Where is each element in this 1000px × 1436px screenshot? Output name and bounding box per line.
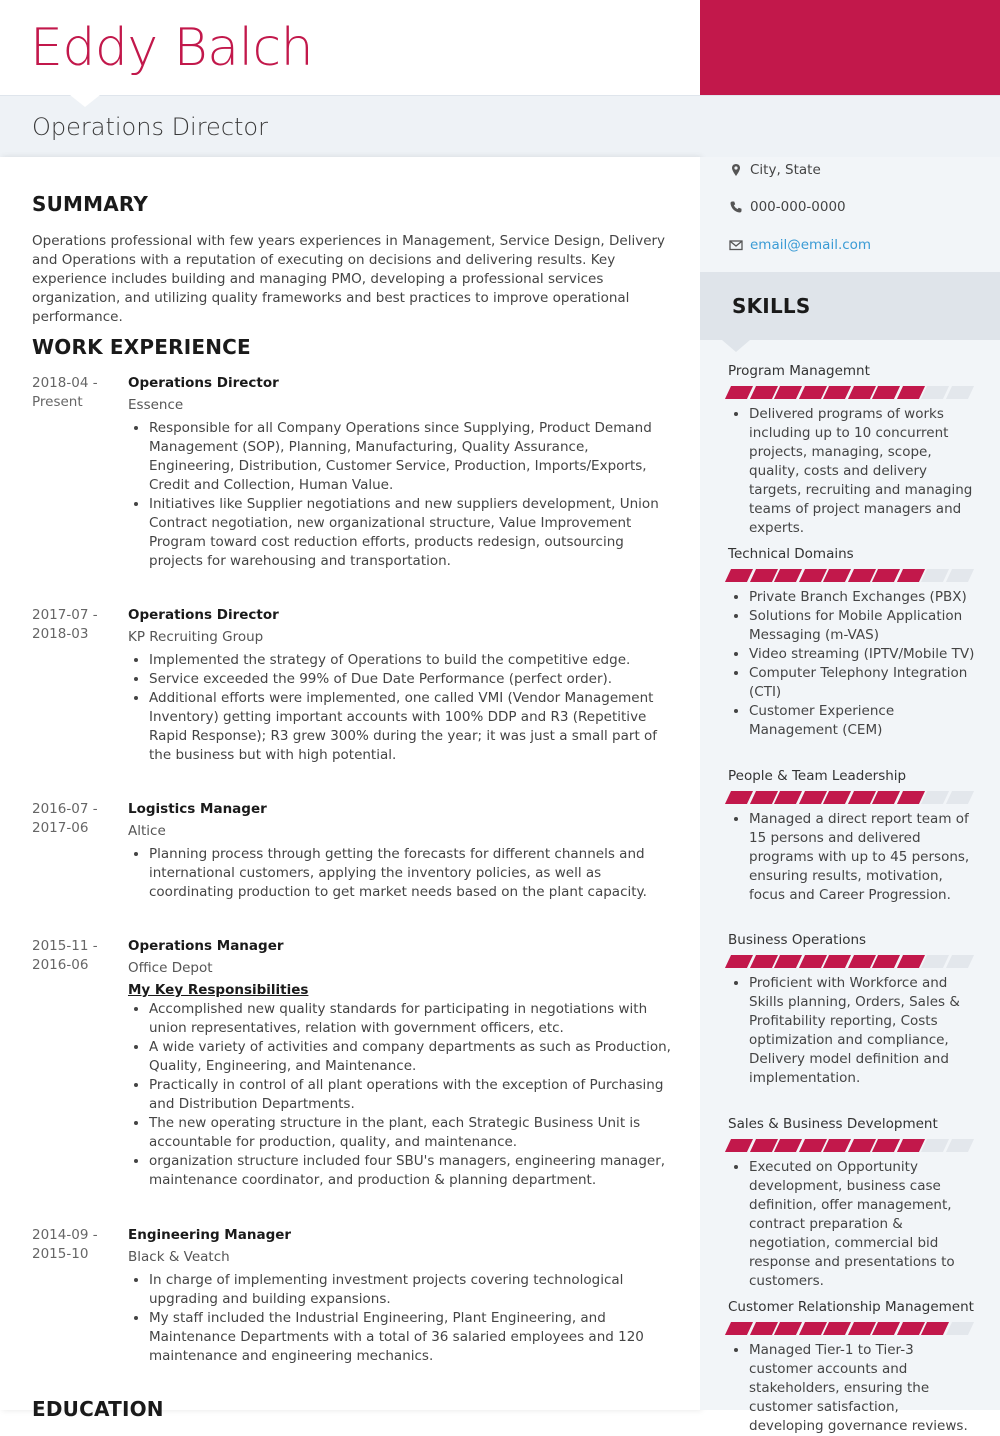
skill-segment-filled [774, 569, 802, 582]
skill-level-bar [728, 1139, 976, 1152]
skill-segment-filled [823, 955, 851, 968]
skill-bullet: • Managed a direct report team of 15 persons and delivered programs with up to 45 persons, ensuring results, motivation, focus and Career Progression. [749, 810, 976, 905]
job-body [128, 937, 673, 1190]
job-body [128, 606, 673, 765]
skill-item [728, 545, 976, 740]
skill-segment-filled [725, 1322, 753, 1335]
skill-name: People & Team Leadership [728, 768, 907, 784]
skill-level-bar [728, 955, 976, 968]
skill-segment-filled [774, 1322, 802, 1335]
skill-segment-filled [872, 791, 900, 804]
skill-segment-filled [896, 386, 924, 399]
skill-level-bar [728, 791, 976, 804]
skill-segment-filled [847, 1322, 875, 1335]
skill-bullet: • Video streaming (IPTV/Mobile TV) [749, 645, 976, 664]
job-bullets [128, 419, 673, 571]
skill-segment-filled [872, 1322, 900, 1335]
summary-text: Operations professional with few years experiences in Management, Service Design, Delivery and Operations with a reputation of executing on decisions and delivering results. Key experience includes building and managing PMO, developing a professional services organization, and utilizing quality frameworks and best practices to improve operational performance. [32, 233, 666, 325]
skill-item [728, 931, 976, 1088]
skill-segment-empty [921, 386, 949, 399]
skill-level-bar [728, 1322, 976, 1335]
accent-block [700, 0, 1000, 95]
skill-item [728, 1115, 976, 1291]
education-heading: EDUCATION [32, 1397, 164, 1421]
skill-bullet: • Delivered programs of works including up to 10 concurrent projects, managing, scope, quality, costs and delivery targets, recruiting and managing teams of project managers and experts. [749, 405, 976, 538]
job-bullet: • Accomplished new quality standards for participating in negotiations with union representatives, relation with government officers, etc. [149, 1000, 673, 1038]
skill-segment-filled [896, 1322, 924, 1335]
skill-bullets [728, 588, 976, 740]
job-date: 2015-11 - 2016-06 [32, 938, 98, 973]
skill-segment-empty [945, 386, 973, 399]
skill-segment-empty [945, 1139, 973, 1152]
skill-segment-filled [823, 569, 851, 582]
skill-segment-filled [847, 386, 875, 399]
skill-bullet: • Private Branch Exchanges (PBX) [749, 588, 976, 607]
job-bullets [128, 845, 673, 902]
phone-text: 000-000-0000 [750, 199, 846, 215]
skills-notch [722, 340, 750, 352]
job-bullet: • My staff included the Industrial Engineering, Plant Engineering, and Maintenance Departments with a total of 36 salaried employees and 120 maintenance and engineering mechanics. [149, 1309, 673, 1366]
skill-name: Business Operations [728, 932, 867, 948]
skill-segment-filled [847, 955, 875, 968]
skill-segment-filled [823, 791, 851, 804]
sidebar [700, 157, 1000, 1434]
job-company: Essence [128, 397, 184, 413]
skill-segment-empty [921, 569, 949, 582]
skill-segment-empty [945, 1322, 973, 1335]
skill-segment-filled [847, 569, 875, 582]
job-bullets [128, 1000, 673, 1190]
location-text: City, State [750, 162, 821, 178]
skill-segment-filled [774, 791, 802, 804]
job-company: Black & Veatch [128, 1249, 230, 1265]
skill-name: Program Managemnt [728, 363, 870, 379]
skill-segment-filled [921, 1322, 949, 1335]
title-notch [70, 95, 100, 107]
skill-item [728, 362, 976, 538]
skill-segment-filled [872, 1139, 900, 1152]
job-company: Office Depot [128, 960, 213, 976]
skill-segment-filled [823, 1322, 851, 1335]
skill-bullets [728, 810, 976, 905]
skill-segment-filled [725, 791, 753, 804]
skill-segment-filled [749, 1322, 777, 1335]
job-bullet: • Implemented the strategy of Operations to build the competitive edge. [149, 651, 673, 670]
skill-segment-filled [749, 791, 777, 804]
experience-heading: WORK EXPERIENCE [32, 335, 251, 359]
skill-segment-filled [774, 386, 802, 399]
skill-segment-filled [725, 386, 753, 399]
skill-segment-filled [725, 955, 753, 968]
job-date: 2017-07 - 2018-03 [32, 607, 98, 642]
skill-segment-filled [823, 386, 851, 399]
skill-segment-filled [725, 1139, 753, 1152]
skill-segment-filled [872, 955, 900, 968]
skill-segment-filled [896, 1139, 924, 1152]
main-column [0, 157, 700, 1421]
map-pin-icon [729, 163, 743, 177]
skill-segment-filled [798, 955, 826, 968]
skill-segment-empty [921, 955, 949, 968]
skill-bullet: • Executed on Opportunity development, business case definition, offer management, contract preparation & negotiation, commercial bid response and presentations to customers. [749, 1158, 976, 1291]
envelope-icon [729, 238, 743, 252]
skill-segment-empty [945, 569, 973, 582]
email-link[interactable]: email@email.com [750, 237, 872, 253]
job-bullets [128, 1271, 673, 1366]
skill-segment-filled [798, 386, 826, 399]
skill-bullets [728, 405, 976, 538]
skill-bullets [728, 974, 976, 1088]
job-role: Operations Manager [128, 938, 284, 954]
skill-level-bar [728, 386, 976, 399]
skills-header [700, 272, 1000, 340]
skill-segment-filled [749, 386, 777, 399]
skill-item [728, 767, 976, 905]
summary-heading: SUMMARY [32, 192, 149, 216]
job-date: 2018-04 - Present [32, 375, 98, 410]
skill-name: Technical Domains [728, 546, 854, 562]
job-bullet: • Planning process through getting the forecasts for different channels and international customers, applying the inventory policies, as well as coordinating production to get market needs based on the plant capacity. [149, 845, 673, 902]
job-bullets [128, 651, 673, 765]
name-band [0, 0, 700, 95]
job-bullet: • Practically in control of all plant operations with the exception of Purchasing and Distribution Departments. [149, 1076, 673, 1114]
skill-segment-empty [921, 1139, 949, 1152]
skill-segment-filled [896, 569, 924, 582]
job-date: 2016-07 - 2017-06 [32, 801, 98, 836]
skill-segment-filled [749, 569, 777, 582]
job-company: Altice [128, 823, 166, 839]
job-date: 2014-09 - 2015-10 [32, 1227, 98, 1262]
skill-name: Sales & Business Development [728, 1116, 938, 1132]
skill-segment-filled [896, 791, 924, 804]
skill-segment-filled [798, 1322, 826, 1335]
job-bullet: • A wide variety of activities and company departments as such as Production, Quality, Engineering, and Maintenance. [149, 1038, 673, 1076]
skill-segment-filled [798, 791, 826, 804]
skill-segment-empty [945, 955, 973, 968]
skills-heading: SKILLS [732, 294, 811, 318]
job-bullet: • Additional efforts were implemented, one called VMI (Vendor Management Inventory) getting important accounts with 100% DDP and R3 (Repetitive Rapid Response); R3 grew 300% during the year; it was just a small part of the business but with high potential. [149, 689, 673, 765]
skill-segment-filled [896, 955, 924, 968]
job-bullet: • organization structure included four SBU's managers, engineering manager, maintenance coordinator, and production & planning department. [149, 1152, 673, 1190]
job-bullet: • The new operating structure in the plant, each Strategic Business Unit is accountable for production, quality, and maintenance. [149, 1114, 673, 1152]
skill-segment-filled [823, 1139, 851, 1152]
skill-bullet: • Managed Tier-1 to Tier-3 customer accounts and stakeholders, ensuring the customer satisfaction, developing governance reviews. [749, 1341, 976, 1436]
job-title: Operations Director [32, 113, 268, 141]
job-body [128, 800, 673, 902]
skill-segment-empty [921, 791, 949, 804]
skill-level-bar [728, 569, 976, 582]
candidate-name: Eddy Balch [30, 18, 314, 78]
job-bullet: • Initiatives like Supplier negotiations and new suppliers development, Union Contract negotiation, new organizational structure, Value Improvement Program toward cost reduction efforts, products redesign, outsourcing projects for warehousing and transportation. [149, 495, 673, 571]
job-role: Engineering Manager [128, 1227, 292, 1243]
job-body [128, 374, 673, 571]
skill-segment-filled [798, 1139, 826, 1152]
skill-bullet: • Customer Experience Management (CEM) [749, 702, 976, 740]
skill-segment-filled [847, 1139, 875, 1152]
skill-bullet: • Proficient with Workforce and Skills planning, Orders, Sales & Profitability reporting, Costs optimization and compliance, Delivery model definition and implementation. [749, 974, 976, 1088]
job-bullet: • Responsible for all Company Operations since Supplying, Product Demand Management (SOP), Planning, Manufacturing, Quality Assurance, Engineering, Distribution, Customer Service, Production, Imports/Exports, Credit and Collection, Human Value. [149, 419, 673, 495]
skill-segment-empty [945, 791, 973, 804]
skill-bullet: • Computer Telephony Integration (CTI) [749, 664, 976, 702]
skill-segment-filled [872, 569, 900, 582]
job-bullet: • Service exceeded the 99% of Due Date Performance (perfect order). [149, 670, 673, 689]
job-role: Operations Director [128, 607, 279, 623]
skill-segment-filled [798, 569, 826, 582]
skill-segment-filled [774, 955, 802, 968]
skill-segment-filled [749, 1139, 777, 1152]
skill-name: Customer Relationship Management [728, 1299, 974, 1315]
skill-segment-filled [872, 386, 900, 399]
skill-segment-filled [847, 791, 875, 804]
skill-bullet: • Solutions for Mobile Application Messaging (m-VAS) [749, 607, 976, 645]
job-subheading: My Key Responsibilities [128, 982, 309, 998]
job-bullet: • In charge of implementing investment projects covering technological upgrading and building expansions. [149, 1271, 673, 1309]
skill-bullets [728, 1341, 976, 1436]
job-body [128, 1226, 673, 1366]
phone-icon [729, 200, 743, 214]
skill-item [728, 1298, 976, 1436]
skill-segment-filled [749, 955, 777, 968]
skill-bullets [728, 1158, 976, 1291]
skill-segment-filled [774, 1139, 802, 1152]
job-role: Operations Director [128, 375, 279, 391]
skill-segment-filled [725, 569, 753, 582]
job-role: Logistics Manager [128, 801, 267, 817]
job-company: KP Recruiting Group [128, 629, 264, 645]
